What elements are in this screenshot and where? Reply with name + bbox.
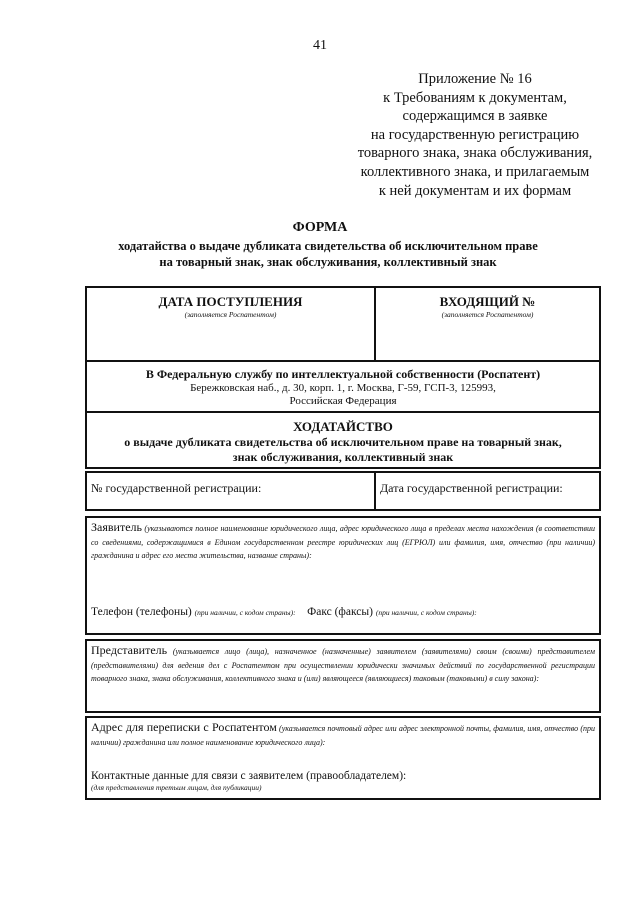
addressee-country: Российская Федерация xyxy=(289,395,397,407)
appendix-line: на государственную регистрацию xyxy=(370,126,580,143)
receipt-date-note: (заполняется Роспатентом) xyxy=(184,310,277,319)
appendix-line: товарного знака, знака обслуживания, xyxy=(357,145,593,162)
appendix-line: к ней документам и их формам xyxy=(378,182,572,199)
form-subtitle-line: на товарный знак, знак обслуживания, коллективный знак xyxy=(159,255,497,269)
column-divider xyxy=(374,473,376,509)
petition-title: ХОДАТАЙСТВО xyxy=(293,419,393,434)
applicant-section[interactable] xyxy=(85,516,601,635)
correspondence-section[interactable] xyxy=(85,716,601,800)
incoming-number-label: ВХОДЯЩИЙ № xyxy=(439,294,536,309)
addressee-address: Бережковская наб., д. 30, корп. 1, г. Москва, Г-59, ГСП-3, 125993, xyxy=(190,382,496,394)
form-subtitle xyxy=(40,238,616,270)
registration-number-field[interactable]: № государственной регистрации: xyxy=(91,481,262,495)
representative-note: (указывается лицо (лица), назначенное (назначенные) заявителем (заявителями) своим (своими) представителем (представителями) для ведения дел с Роспатентом при осуществлении юридически значимых действий по государственной регистрации товарного знака, знака обслуживания, коллективного знака и (или) являющееся (являющиеся) таковым (таковыми) в силу закона): xyxy=(91,647,596,683)
receipt-date-label: ДАТА ПОСТУПЛЕНИЯ xyxy=(158,294,303,309)
incoming-number-cell[interactable] xyxy=(376,288,599,319)
phone-label: Телефон (телефоны) xyxy=(91,606,192,618)
representative-label: Представитель xyxy=(91,643,168,657)
receipt-date-cell[interactable] xyxy=(87,288,374,319)
registration-row xyxy=(85,471,601,511)
fax-label: Факс (факсы) xyxy=(307,606,373,618)
appendix-header xyxy=(330,70,620,200)
registration-date-field[interactable]: Дата государственной регистрации: xyxy=(380,481,563,495)
form-subtitle-line: ходатайства о выдаче дубликата свидетельства об исключительном праве xyxy=(118,239,538,253)
applicant-label: Заявитель xyxy=(91,520,142,534)
contact-note: (для представления третьим лицам, для публикации) xyxy=(91,783,262,792)
phone-note: (при наличии, с кодом страны): xyxy=(194,608,296,617)
contact-details-field[interactable] xyxy=(91,770,406,792)
appendix-line: Приложение № 16 xyxy=(418,71,532,87)
correspondence-label: Адрес для переписки с Роспатентом xyxy=(91,720,277,734)
petition-title-block xyxy=(85,413,601,469)
representative-description xyxy=(87,641,599,686)
representative-section[interactable] xyxy=(85,639,601,713)
addressee-block xyxy=(85,362,601,413)
correspondence-note: (указывается почтовый адрес или адрес электронной почты, фамилия, имя, отчество (при наличии) гражданина или полное наименование юридического лица): xyxy=(91,724,595,747)
appendix-line: коллективного знака, и прилагаемым xyxy=(360,163,590,180)
applicant-note: (указываются полное наименование юридического лица, адрес юридического лица в пределах места нахождения (в соответствии со сведениями, содержащимися в Едином государственном реестре юридических лиц (ЕГРЮЛ) или фамилия, имя, отчество (при наличии) гражданина и адрес его места жительства, название страны): xyxy=(91,524,596,560)
appendix-line: содержащимся в заявке xyxy=(402,108,548,125)
addressee-name: В Федеральную службу по интеллектуальной собственности (Роспатент) xyxy=(145,367,541,381)
phone-fax-line[interactable] xyxy=(91,606,477,618)
appendix-line: к Требованиям к документам, xyxy=(383,89,567,106)
receipt-row xyxy=(85,286,601,362)
incoming-number-note: (заполняется Роспатентом) xyxy=(441,310,534,319)
petition-subject-line: знак обслуживания, коллективный знак xyxy=(232,450,454,464)
applicant-description xyxy=(87,518,599,563)
page-number: 41 xyxy=(313,38,327,53)
correspondence-description xyxy=(87,718,599,749)
contact-label: Контактные данные для связи с заявителем (правообладателем): xyxy=(91,770,407,782)
fax-note: (при наличии, с кодом страны): xyxy=(375,608,477,617)
form-title: ФОРМА xyxy=(292,220,348,235)
petition-subject-line: о выдаче дубликата свидетельства об исключительном праве на товарный знак, xyxy=(124,435,562,449)
